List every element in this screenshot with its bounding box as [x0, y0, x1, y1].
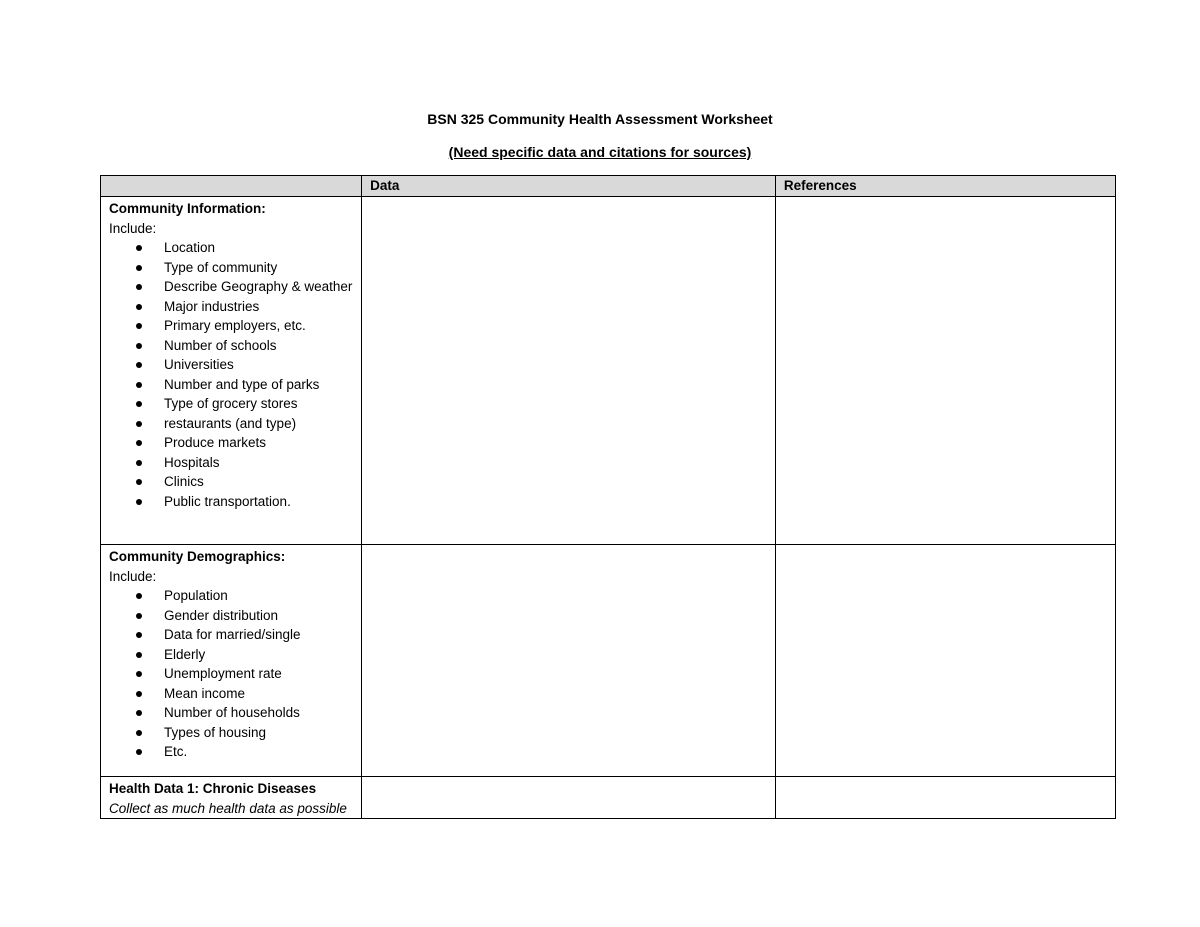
- list-item-text: Type of grocery stores: [164, 396, 298, 411]
- header-topic: [101, 176, 362, 197]
- list-item-text: Types of housing: [164, 724, 267, 740]
- list-item: [109, 355, 353, 375]
- bullet-icon: [136, 265, 142, 271]
- health-data-1-references-cell[interactable]: [775, 777, 1115, 819]
- bullet-icon: [136, 284, 142, 290]
- list-item-text: Number of households: [164, 705, 300, 720]
- list-item-text: Number and type of parks: [164, 376, 320, 392]
- community-information-include-label: Include:: [109, 220, 157, 236]
- community-demographics-list: [109, 586, 353, 762]
- list-item-text: Number of schools: [164, 337, 277, 353]
- list-item: [109, 433, 353, 453]
- list-item-text: Type of community: [164, 259, 278, 275]
- list-item: [109, 645, 353, 665]
- list-item-text: Universities: [164, 357, 234, 372]
- list-item-text: Unemployment rate: [164, 666, 282, 681]
- list-item: [109, 492, 353, 512]
- bullet-icon: [136, 632, 142, 638]
- bullet-icon: [136, 479, 142, 485]
- list-item: [109, 394, 353, 414]
- list-item: [109, 414, 353, 434]
- community-demographics-references-cell[interactable]: [775, 545, 1115, 777]
- list-item-text: Location: [164, 240, 216, 255]
- list-item: [109, 336, 353, 356]
- bullet-icon: [136, 749, 142, 755]
- community-demographics-heading: Community Demographics:: [109, 549, 286, 564]
- health-data-1-note: Collect as much health data as possible: [109, 800, 347, 816]
- bullet-icon: [136, 460, 142, 466]
- bullet-icon: [136, 710, 142, 716]
- community-information-references-cell[interactable]: [775, 197, 1115, 545]
- list-item: [109, 258, 353, 278]
- list-item-text: Hospitals: [164, 454, 220, 470]
- document-subtitle: (Need specific data and citations for sources): [448, 144, 752, 160]
- list-item-text: Public transportation.: [164, 493, 291, 509]
- list-item-text: Clinics: [164, 474, 204, 489]
- list-item: [109, 316, 353, 336]
- row-community-information: [101, 197, 1116, 545]
- bullet-icon: [136, 343, 142, 349]
- list-item: [109, 664, 353, 684]
- list-item: [109, 375, 353, 395]
- list-item: [109, 625, 353, 645]
- health-data-1-heading: Health Data 1: Chronic Diseases: [109, 781, 317, 796]
- bullet-icon: [136, 730, 142, 736]
- bullet-icon: [136, 691, 142, 697]
- bullet-icon: [136, 593, 142, 599]
- header-references: References: [775, 176, 1115, 197]
- header-data: Data: [362, 176, 776, 197]
- list-item-text: Mean income: [164, 685, 246, 701]
- list-item-text: Gender distribution: [164, 607, 279, 623]
- bullet-icon: [136, 304, 142, 310]
- list-item: [109, 723, 353, 743]
- list-item-text: Elderly: [164, 646, 206, 662]
- list-item: [109, 742, 353, 762]
- assessment-table: [100, 175, 1116, 819]
- bullet-icon: [136, 382, 142, 388]
- community-demographics-data-cell[interactable]: [362, 545, 776, 777]
- community-information-topic-cell: [101, 197, 362, 545]
- row-health-data-1: [101, 777, 1116, 819]
- list-item: [109, 472, 353, 492]
- community-information-data-cell[interactable]: [362, 197, 776, 545]
- list-item: [109, 703, 353, 723]
- bullet-icon: [136, 401, 142, 407]
- bullet-icon: [136, 613, 142, 619]
- bullet-icon: [136, 245, 142, 251]
- bullet-icon: [136, 652, 142, 658]
- bullet-icon: [136, 323, 142, 329]
- list-item: [109, 684, 353, 704]
- bullet-icon: [136, 499, 142, 505]
- list-item: [109, 297, 353, 317]
- row-community-demographics: [101, 545, 1116, 777]
- community-demographics-topic-cell: [101, 545, 362, 777]
- list-item: [109, 453, 353, 473]
- list-item-text: Population: [164, 588, 228, 603]
- community-information-list: [109, 238, 353, 511]
- community-information-heading: Community Information:: [109, 201, 266, 216]
- community-demographics-include-label: Include:: [109, 568, 157, 584]
- list-item-text: Etc.: [164, 744, 188, 759]
- health-data-1-topic-cell: [101, 777, 362, 819]
- list-item-text: Describe Geography & weather: [164, 279, 353, 294]
- bullet-icon: [136, 671, 142, 677]
- list-item-text: Produce markets: [164, 435, 267, 450]
- list-item-text: Data for married/single: [164, 627, 301, 642]
- list-item-text: Major industries: [164, 298, 260, 314]
- list-item: [109, 586, 353, 606]
- bullet-icon: [136, 440, 142, 446]
- document-title: BSN 325 Community Health Assessment Worksheet: [427, 111, 773, 127]
- list-item-text: Primary employers, etc.: [164, 318, 306, 333]
- list-item: [109, 277, 353, 297]
- list-item: [109, 606, 353, 626]
- list-item: [109, 238, 353, 258]
- health-data-1-data-cell[interactable]: [362, 777, 776, 819]
- bullet-icon: [136, 421, 142, 427]
- table-header-row: [101, 176, 1116, 197]
- list-item-text: restaurants (and type): [164, 415, 297, 431]
- bullet-icon: [136, 362, 142, 368]
